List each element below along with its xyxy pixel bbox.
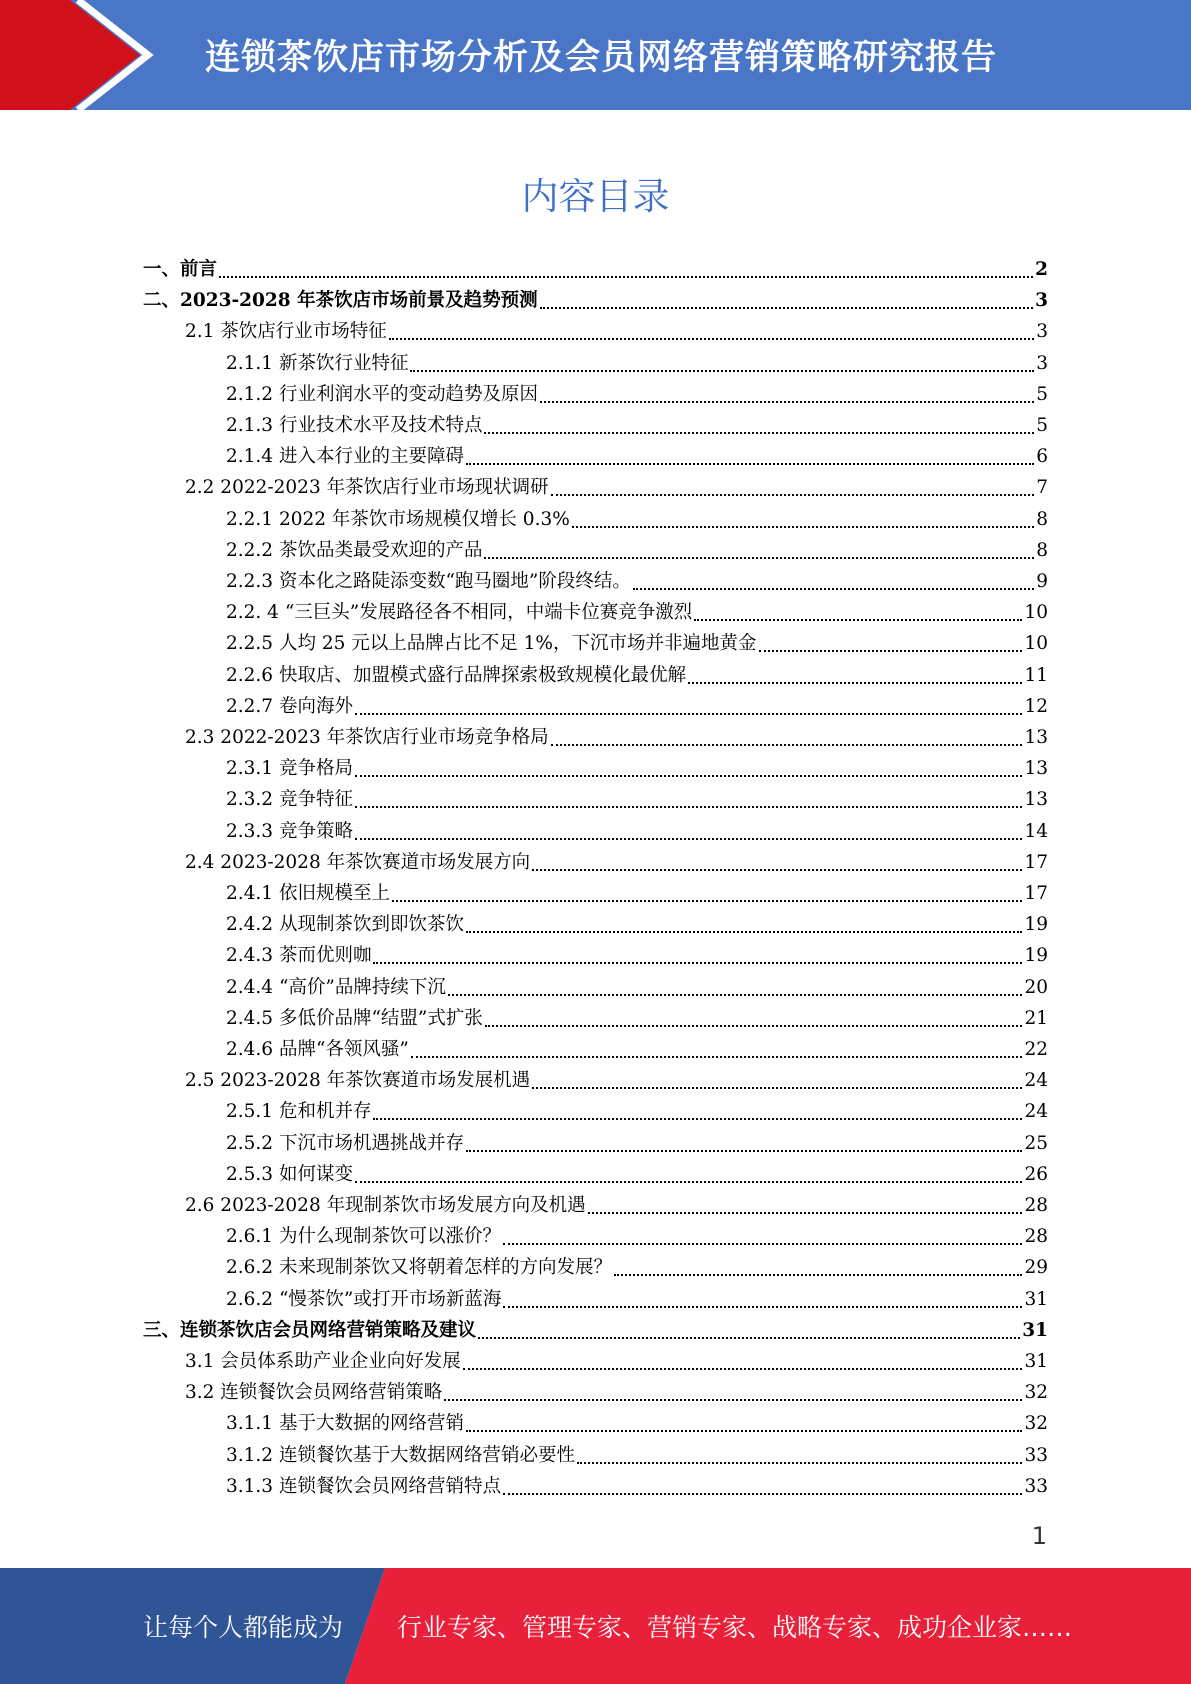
footer-slogan-right: 行业专家、管理专家、营销专家、战略专家、成功企业家…… (397, 1613, 1073, 1642)
toc-entry[interactable] (185, 1377, 1048, 1408)
toc-entry-label: 2.5.3 如何谋变 (226, 1163, 353, 1185)
toc-entry[interactable] (185, 1065, 1048, 1096)
toc-entry-page: 11 (1024, 664, 1048, 686)
toc-entry-page: 5 (1036, 383, 1048, 405)
toc-entry-label: 一、前言 (143, 259, 218, 280)
toc-entry[interactable] (226, 441, 1048, 472)
toc-dot-leader (355, 838, 1023, 840)
toc-entry-page: 20 (1024, 976, 1048, 998)
page-number: 1 (1031, 1522, 1047, 1550)
toc-entry-page: 10 (1024, 602, 1048, 624)
toc-entry-label: 2.2. 4 “三巨头”发展路径各不相同，中端卡位赛竞争激烈 (226, 602, 693, 624)
toc-entry[interactable] (226, 691, 1048, 722)
toc-entry-page: 31 (1022, 1319, 1048, 1341)
toc-dot-leader (588, 1212, 1023, 1214)
toc-dot-leader (466, 463, 1034, 465)
toc-entry[interactable] (226, 1408, 1048, 1439)
toc-entry[interactable] (226, 940, 1048, 971)
toc-entry[interactable] (226, 784, 1048, 815)
toc-dot-leader (355, 775, 1023, 777)
toc-entry-page: 24 (1024, 1101, 1048, 1123)
toc-entry-page: 26 (1024, 1163, 1048, 1185)
toc-entry[interactable] (226, 504, 1048, 535)
toc-entry-label: 2.2.6 快取店、加盟模式盛行品牌探索极致规模化最优解 (226, 664, 686, 686)
toc-dot-leader (577, 1462, 1022, 1464)
toc-dot-leader (688, 682, 1022, 684)
toc-entry[interactable] (226, 1252, 1048, 1283)
toc-entry[interactable] (226, 410, 1048, 441)
toc-entry[interactable] (226, 1159, 1048, 1190)
toc-entry[interactable] (185, 847, 1048, 878)
toc-dot-leader (551, 494, 1035, 496)
toc-dot-leader (466, 931, 1022, 933)
toc-dot-leader (373, 1118, 1022, 1120)
toc-entry-page: 33 (1024, 1475, 1048, 1497)
toc-entry-page: 28 (1024, 1226, 1048, 1248)
toc-entry-label: 2.6 2023-2028 年现制茶饮市场发展方向及机遇 (185, 1195, 586, 1216)
toc-dot-leader (572, 526, 1034, 528)
toc-dot-leader (389, 338, 1034, 340)
toc-entry[interactable] (226, 597, 1048, 628)
toc-entry[interactable] (226, 1284, 1048, 1315)
toc-entry-page: 32 (1024, 1382, 1048, 1404)
toc-entry-label: 2.4.5 多低价品牌“结盟”式扩张 (226, 1007, 483, 1029)
toc-dot-leader (355, 1181, 1023, 1183)
page-footer (0, 1568, 1191, 1684)
toc-dot-leader (355, 806, 1023, 808)
toc-entry-page: 3 (1035, 290, 1048, 312)
toc-entry-label: 二、2023-2028 年茶饮店市场前景及趋势预测 (143, 290, 538, 312)
footer-slogan-left: 让每个人都能成为 (143, 1613, 344, 1642)
toc-entry[interactable] (226, 348, 1048, 379)
toc-dot-leader (484, 557, 1034, 559)
toc-entry-label: 3.1.1 基于大数据的网络营销 (226, 1413, 464, 1435)
toc-entry-label: 2.1.1 新茶饮行业特征 (226, 352, 409, 374)
toc-entry[interactable] (226, 566, 1048, 597)
toc-dot-leader (503, 1306, 1022, 1308)
toc-entry[interactable] (226, 1440, 1048, 1471)
toc-entry-page: 32 (1024, 1413, 1048, 1435)
toc-entry[interactable] (226, 1471, 1048, 1502)
report-title: 连锁茶饮店市场分析及会员网络营销策略研究报告 (205, 38, 998, 78)
toc-entry[interactable] (226, 628, 1048, 659)
toc-entry[interactable] (226, 909, 1048, 940)
toc-dot-leader (485, 1025, 1023, 1027)
toc-entry-page: 17 (1024, 851, 1048, 873)
toc-dot-leader (463, 1368, 1023, 1370)
toc-entry[interactable] (143, 285, 1048, 316)
toc-entry[interactable] (143, 254, 1048, 285)
toc-entry-label: 2.6.2 未来现制茶饮又将朝着怎样的方向发展？ (226, 1257, 612, 1279)
toc-dot-leader (532, 869, 1022, 871)
toc-entry-label: 2.3 2022-2023 年茶饮店行业市场竞争格局 (185, 727, 549, 748)
toc-entry-label: 3.1 会员体系助产业企业向好发展 (185, 1351, 461, 1372)
toc-entry-label: 2.6.2 “慢茶饮”或打开市场新蓝海 (226, 1288, 502, 1310)
toc-entry-label: 2.2.1 2022 年茶饮市场规模仅增长 0.3% (226, 508, 570, 530)
toc-dot-leader (484, 432, 1034, 434)
toc-entry-page: 22 (1024, 1039, 1048, 1060)
toc-dot-leader (448, 994, 1023, 996)
page-header (0, 0, 1191, 110)
toc-entry-label: 2.2.7 卷向海外 (226, 695, 353, 717)
toc-entry[interactable] (226, 878, 1048, 909)
toc-entry-page: 17 (1024, 883, 1048, 904)
toc-entry-label: 2.5.1 危和机并存 (226, 1101, 372, 1123)
toc-dot-leader (373, 962, 1022, 964)
toc-entry[interactable] (185, 316, 1048, 347)
toc-dot-leader (219, 276, 1033, 278)
toc-entry-page: 9 (1036, 571, 1048, 592)
toc-entry[interactable] (185, 722, 1048, 753)
toc-entry-label: 2.5 2023-2028 年茶饮赛道市场发展机遇 (185, 1070, 531, 1092)
toc-dot-leader (503, 1243, 1022, 1245)
toc-entry[interactable] (185, 472, 1048, 503)
toc-entry-label: 2.4 2023-2028 年茶饮赛道市场发展方向 (185, 851, 531, 873)
toc-dot-leader (540, 401, 1034, 403)
toc-dot-leader (355, 713, 1023, 715)
toc-entry-page: 6 (1036, 446, 1048, 468)
toc-entry[interactable] (226, 379, 1048, 410)
toc-entry-page: 12 (1024, 695, 1048, 717)
toc-entry-label: 2.3.2 竞争特征 (226, 789, 353, 811)
toc-entry-page: 28 (1024, 1195, 1048, 1216)
toc-entry-label: 三、连锁茶饮店会员网络营销策略及建议 (143, 1319, 477, 1341)
toc-entry-page: 21 (1024, 1007, 1048, 1029)
toc-entry[interactable] (226, 535, 1048, 566)
toc-entry-page: 8 (1036, 508, 1048, 530)
toc-entry-page: 25 (1024, 1132, 1048, 1154)
toc-entry[interactable] (226, 1003, 1048, 1034)
toc-dot-leader (478, 1337, 1020, 1339)
toc-entry[interactable] (185, 1346, 1048, 1377)
toc-entry-page: 8 (1036, 539, 1048, 561)
toc-entry-label: 2.1.2 行业利润水平的变动趋势及原因 (226, 383, 538, 405)
toc-entry[interactable] (226, 1034, 1048, 1065)
toc-dot-leader (614, 1274, 1022, 1276)
toc-dot-leader (694, 619, 1022, 621)
toc-entry-label: 2.1.3 行业技术水平及技术特点 (226, 415, 483, 436)
toc-entry-label: 2.4.1 依旧规模至上 (226, 883, 390, 904)
toc-dot-leader (466, 1430, 1022, 1432)
toc-entry[interactable] (185, 1190, 1048, 1221)
toc-entry-page: 19 (1024, 945, 1048, 967)
toc-entry-page: 13 (1024, 758, 1048, 780)
toc-entry[interactable] (226, 1096, 1048, 1127)
toc-entry-page: 19 (1024, 914, 1048, 936)
toc-entry-page: 3 (1036, 352, 1048, 374)
toc-entry-label: 2.2.3 资本化之路陡添变数“跑马圈地”阶段终结。 (226, 571, 631, 592)
toc-dot-leader (410, 370, 1034, 372)
toc-dot-leader (540, 307, 1034, 309)
toc-entry-label: 2.6.1 为什么现制茶饮可以涨价？ (226, 1226, 501, 1248)
toc-entry[interactable] (226, 1128, 1048, 1159)
toc-entry-label: 3.1.3 连锁餐饮会员网络营销特点 (226, 1475, 501, 1497)
toc-entry-page: 24 (1024, 1070, 1048, 1092)
toc-entry-label: 2.3.3 竞争策略 (226, 820, 353, 842)
toc-entry-label: 2.4.4 “高价”品牌持续下沉 (226, 976, 446, 998)
toc-entry-label: 3.2 连锁餐饮会员网络营销策略 (185, 1382, 443, 1404)
toc-entry-page: 3 (1036, 321, 1048, 343)
toc-dot-leader (633, 588, 1034, 590)
toc-dot-leader (444, 1399, 1022, 1401)
toc-entry-page: 33 (1024, 1444, 1048, 1466)
toc-entry-label: 2.4.6 品牌“各领风骚” (226, 1039, 409, 1060)
toc-entry-page: 29 (1024, 1257, 1048, 1279)
toc-dot-leader (503, 1493, 1022, 1495)
toc-entry-label: 2.4.2 从现制茶饮到即饮茶饮 (226, 914, 464, 936)
toc-dot-leader (759, 650, 1023, 652)
toc-entry-page: 10 (1024, 633, 1048, 655)
toc-entry-page: 2 (1035, 259, 1048, 280)
toc-heading: 内容目录 (521, 175, 670, 218)
toc-dot-leader (411, 1056, 1023, 1058)
toc-entry[interactable] (143, 1315, 1048, 1346)
toc-entry-label: 2.1.4 进入本行业的主要障碍 (226, 446, 464, 468)
toc-entry-page: 31 (1024, 1288, 1048, 1310)
toc-dot-leader (392, 900, 1022, 902)
toc-dot-leader (551, 744, 1023, 746)
toc-entry-page: 14 (1024, 820, 1048, 842)
toc-entry-label: 2.2 2022-2023 年茶饮店行业市场现状调研 (185, 477, 549, 499)
toc-entry-label: 2.5.2 下沉市场机遇挑战并存 (226, 1132, 464, 1154)
toc-entry-label: 2.2.5 人均 25 元以上品牌占比不足 1%，下沉市场并非遍地黄金 (226, 633, 757, 655)
toc-entry-label: 2.1 茶饮店行业市场特征 (185, 321, 387, 343)
toc-entry[interactable] (226, 660, 1048, 691)
toc-entry-page: 13 (1024, 727, 1048, 748)
toc-entry[interactable] (226, 753, 1048, 784)
toc-entry-label: 2.2.2 茶饮品类最受欢迎的产品 (226, 539, 483, 561)
toc-entry[interactable] (226, 972, 1048, 1003)
toc-entry-page: 13 (1024, 789, 1048, 811)
header-arrow-decoration (0, 0, 160, 110)
toc-dot-leader (466, 1150, 1022, 1152)
toc-entry-page: 31 (1024, 1351, 1048, 1372)
toc-entry-label: 2.3.1 竞争格局 (226, 758, 353, 780)
toc-entry[interactable] (226, 816, 1048, 847)
toc-dot-leader (532, 1087, 1022, 1089)
toc-entry-label: 2.4.3 茶而优则咖 (226, 945, 372, 967)
toc-entry-page: 7 (1036, 477, 1048, 499)
toc-entry-label: 3.1.2 连锁餐饮基于大数据网络营销必要性 (226, 1444, 575, 1466)
toc-entry[interactable] (226, 1221, 1048, 1252)
toc-entry-page: 5 (1036, 415, 1048, 436)
